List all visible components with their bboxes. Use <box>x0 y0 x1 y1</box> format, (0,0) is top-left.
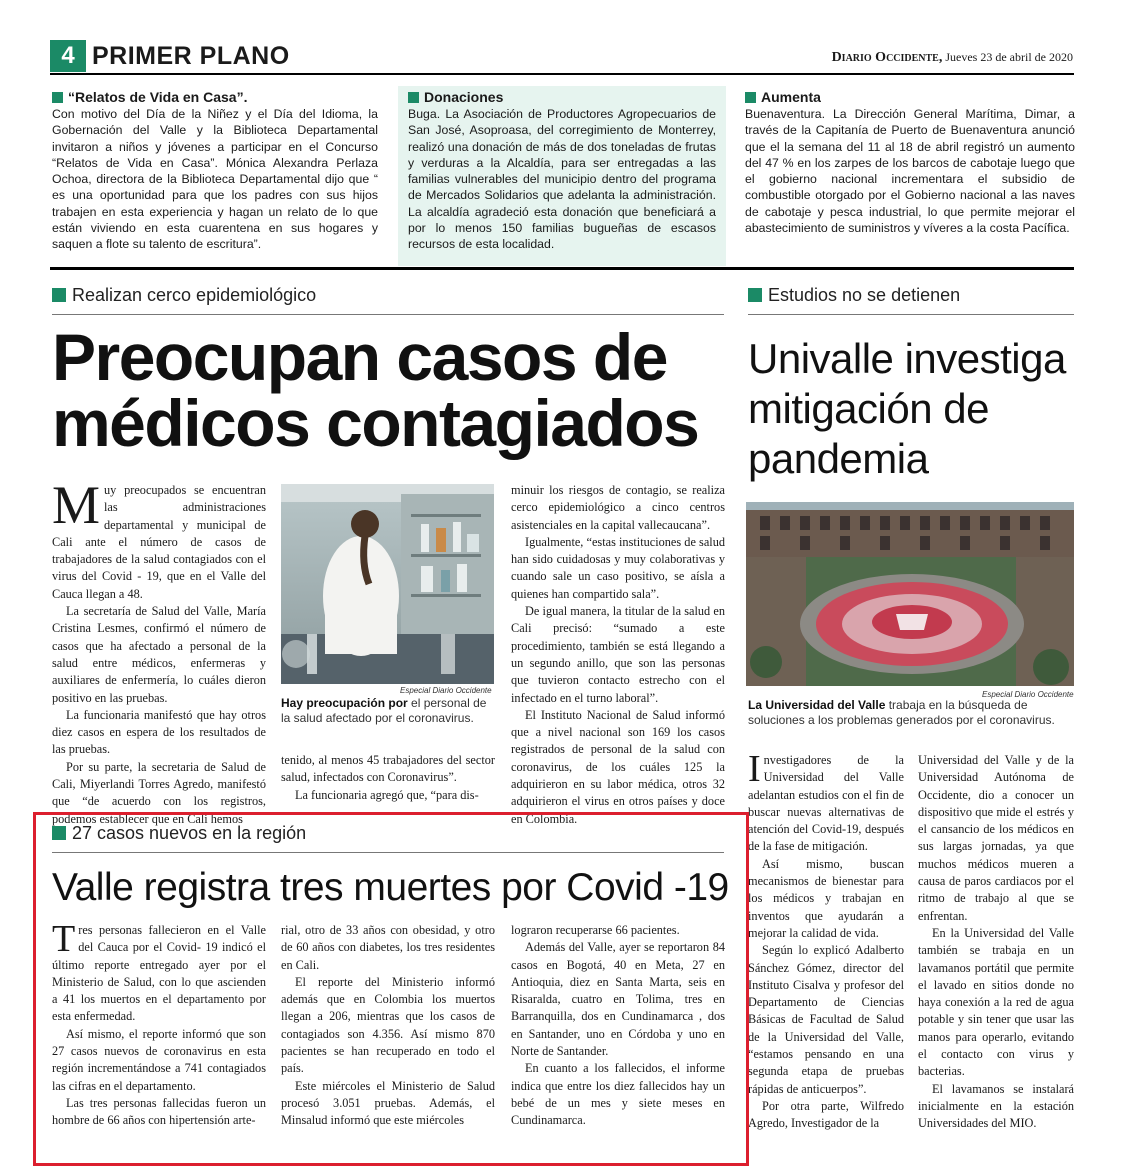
photo-credit: Especial Diario Occidente <box>400 686 492 695</box>
photo-caption: La Universidad del Valle trabaja en la búsqueda de soluciones a los problemas generados por el coronavirus. <box>748 698 1055 727</box>
paragraph: minuir los riesgos de contagio, se realiza cerco epidemiológico a cinco centros asistenciales en la capital vallecaucana”. <box>511 483 725 532</box>
university-aerial-image <box>746 502 1074 686</box>
main-headline: Preocupan casos de médicos contagiados <box>52 320 699 460</box>
lower-headline: Valle registra tres muertes por Covid -19 <box>52 866 729 909</box>
lower-story-column-1 <box>52 918 266 1158</box>
paragraph: tenido, al menos 45 trabajadores del sector salud, infectados con Coronavirus”. <box>281 753 495 785</box>
section-title: PRIMER PLANO <box>92 42 290 70</box>
paragraph: Así mismo, el reporte informó que son 27 casos nuevos de coronavirus en esta región incrementándose a 741 contagiados las cifras en el departamento. <box>52 1026 266 1093</box>
paragraph: La funcionaria agregó que, “para dis- <box>295 787 479 802</box>
side-headline: Univalle investiga mitigación de pandemia <box>748 335 1066 482</box>
paragraph: La secretaría de Salud del Valle, María Cristina Lesmes, confirmó el número de casos que ha afectado a personal de la salud entre médicos, enfermeras y auxiliares de enfermería, lo cuáles dieron positivo en las pruebas. <box>52 604 266 705</box>
square-bullet-icon <box>408 92 419 103</box>
drop-cap: T <box>52 918 76 960</box>
paragraph: El lavamanos se instalará inicialmente en la estación Universidades del MIO. <box>918 1081 1074 1131</box>
paragraph: En cuanto a los fallecidos, el informe indica que entre los diez fallecidos hay un bebé de un mes y siete meses en Cundinamarca. <box>511 1061 725 1128</box>
paragraph: El Instituto Nacional de Salud informó que a nivel nacional son 169 los casos registrados de personal de la salud con coronavirus, de los cuáles 125 la adquirieron en su labor médica, otros 32 adquirieron el virus en otros países y doce en Colombia. <box>511 707 725 826</box>
paragraph: La funcionaria manifestó que hay otros diez casos en espera de los resultados de las pruebas. <box>52 707 266 757</box>
brief-text: Con motivo del Día de la Niñez y el Día del Idioma, la Gobernación del Valle y la Biblioteca Departamental invitaron a niños y jóvenes a participar en el Concurso “Relatos de Vida en Casa”. Mónica Alexandra Perlaza Ochoa, directora de la Biblioteca Departamental dijo que “ es una oportunidad para que los padres con sus hijos trabajen en esta experiencia y hagan un relato de lo que están viviendo en esta cuarentena en sus hogares y saquen a flote su talento de escritura”. <box>52 107 378 252</box>
lower-story-column-2 <box>281 922 495 1158</box>
photo-caption: Hay preocupación por el personal de la salud afectado por el coronavirus. <box>281 696 487 725</box>
paragraph: De igual manera, la titular de la salud en Cali precisó: “sumado a este procedimiento, también se está llegando a un segundo anillo, que son las personas que tuvieron contacto estrecho con el infectado en el turno laboral”. <box>511 604 725 705</box>
drop-cap: M <box>52 475 101 535</box>
main-story-kicker: Realizan cerco epidemiológico <box>52 284 316 306</box>
paragraph: rial, otro de 33 años con obesidad, y otro de 60 años con diabetes, los tres residentes en Cali. <box>281 923 495 972</box>
photo-credit: Especial Diario Occidente <box>982 690 1074 699</box>
side-story-column-1 <box>748 748 904 1142</box>
paragraph: Igualmente, “estas instituciones de salud han sido cuidadosas y muy colaborativas y cuando sale un caso positivo, se aísla a quienes han compartido sala”. <box>511 534 725 601</box>
lower-story-kicker: 27 casos nuevos en la región <box>52 822 306 844</box>
paragraph: Este miércoles el Ministerio de Salud procesó 3.051 pruebas. Además, el Minsalud informó que este miércoles <box>281 1078 495 1128</box>
side-story-column-2 <box>918 752 1074 1142</box>
brief-relatos <box>52 86 378 266</box>
brief-text: Buenaventura. La Dirección General Marítima, Dimar, a través de la Capitanía de Puerto de Buenaventura anunció que el la semana del 11 al 18 de abril registró un aumento del 47 % en los zarpes de los barcos de cabotaje luego que el gobierno nacional incrementara el subsidio de combustible otorgado por el Gobierno nacional a las naves de cabotaje y pesca industrial, lo que permite mejorar el abastecimiento de suministros y víveres a la costa Pacífica. <box>745 107 1075 236</box>
page-number: 4 <box>50 40 86 72</box>
paragraph: Investigadores de la Universidad del Valle adelantan estudios con el fin de buscar nuevas alternativas de atención del Covid-19, después de la fase de mitigación. <box>748 748 904 854</box>
paragraph: En la Universidad del Valle también se trabaja en un lavamanos portátil que permite el lavado en sitios donde no haya conexión a la red de agua potable y sin tener que usar las manos para operarlo, evitando el contacto con virus y bacterias. <box>918 925 1074 1079</box>
drop-cap: I <box>748 748 761 790</box>
univalle-photo <box>746 502 1074 686</box>
paragraph: El reporte del Ministerio informó además que en Colombia los muertos llegan a 206, mientras que los casos de contagiados son 4.356. Así mismo 870 pacientes se han recuperado en todo el país. <box>281 974 495 1076</box>
header-rule <box>50 73 1074 75</box>
kicker-rule <box>52 314 724 315</box>
briefs-rule <box>50 267 1074 270</box>
issue-date: Jueves 23 de abril de 2020 <box>945 50 1073 64</box>
brief-title: “Relatos de Vida en Casa”. <box>52 88 378 106</box>
paragraph: lograron recuperarse 66 pacientes. <box>511 923 680 937</box>
kicker-rule <box>52 852 724 853</box>
side-story-kicker: Estudios no se detienen <box>748 284 960 306</box>
square-bullet-icon <box>748 288 762 302</box>
brief-aumenta <box>745 86 1075 266</box>
main-story-column-3 <box>511 482 725 826</box>
square-bullet-icon <box>52 288 66 302</box>
lab-scientist-image <box>281 484 494 684</box>
paragraph: Las tres personas fallecidas fueron un hombre de 66 años con hipertensión arte- <box>52 1095 266 1128</box>
main-story-column-1 <box>52 475 266 826</box>
main-story-column-2 <box>281 752 495 804</box>
lower-story-column-3 <box>511 922 725 1158</box>
square-bullet-icon <box>52 92 63 103</box>
square-bullet-icon <box>745 92 756 103</box>
square-bullet-icon <box>52 826 66 840</box>
paragraph: Según lo explicó Adalberto Sánchez Gómez, director del Instituto Cisalva y profesor del Departamento de Ciencias Básicas de Facultad de Salud de la Universidad del Valle, “estamos pensando en una segunda etapa de pruebas rápidas de anticuerpos”. <box>748 943 904 1096</box>
brief-title: Donaciones <box>408 88 716 106</box>
paragraph: Tres personas fallecieron en el Valle del Cauca por el Covid- 19 indicó el último reporte entregado ayer por el Ministerio de Salud, con lo que ascienden a 41 los muertos en el departamento por esta enfermedad. <box>52 918 266 1024</box>
paragraph: Por su parte, la secretaria de Salud de Cali, Miyerlandi Torres Agredo, manifestó que “de acuerdo con los registros, podemos establecer que en Cali hemos <box>52 759 266 826</box>
paragraph: Además del Valle, ayer se reportaron 84 casos en Bogotá, 40 en Meta, 27 en Antioquia, diez en Santa Marta, seis en Risaralda, cuatro en Tolima, tres en Barranquilla, dos en Cundinamarca , dos en Santander, uno en Córdoba y uno en Norte de Santander. <box>511 940 725 1059</box>
kicker-rule <box>748 314 1074 315</box>
paragraph: Muy preocupados se encuentran las administraciones departamental y municipal de Cali ante el número de casos de trabajadores de la salud contagiados con el virus del Covid - 19, que en el Valle del Cauca llegan a 48. <box>52 475 266 601</box>
lab-photo <box>281 484 494 684</box>
brief-donaciones <box>398 86 726 266</box>
brief-text: Buga. La Asociación de Productores Agropecuarios de San José, Asoproasa, del corregimiento de Monterrey, realizó una donación de más de dos toneladas de frutas y verduras a la Alcaldía, para ser entregadas a las familias vulnerables del municipio dentro del programa de Mercados Solidarios que adelanta la administración. La alcaldía agradeció esta donación que beneficiará a por lo menos 150 familias bugueñas de escasos recursos de esta localidad. <box>408 107 716 252</box>
paragraph: Así mismo, buscan mecanismos de bienestar para los médicos y trabajan en inventos que ayudarán a mejorar la calidad de vida. <box>748 856 904 940</box>
paragraph: Universidad del Valle y de la Universidad Autónoma de Occidente, dio a conocer un dispositivo que mide el estrés y el cansancio de los médicos en sus largas jornadas, ya que muchos médicos mueren a causa de paros cardiacos por el ritmo de trabajo al que se enfrentan. <box>918 753 1074 923</box>
masthead <box>832 50 1073 66</box>
brief-title: Aumenta <box>745 88 1075 106</box>
paper-name: Diario Occidente, <box>831 50 943 65</box>
paragraph: Por otra parte, Wilfredo Agredo, Investigador de la <box>748 1098 904 1131</box>
